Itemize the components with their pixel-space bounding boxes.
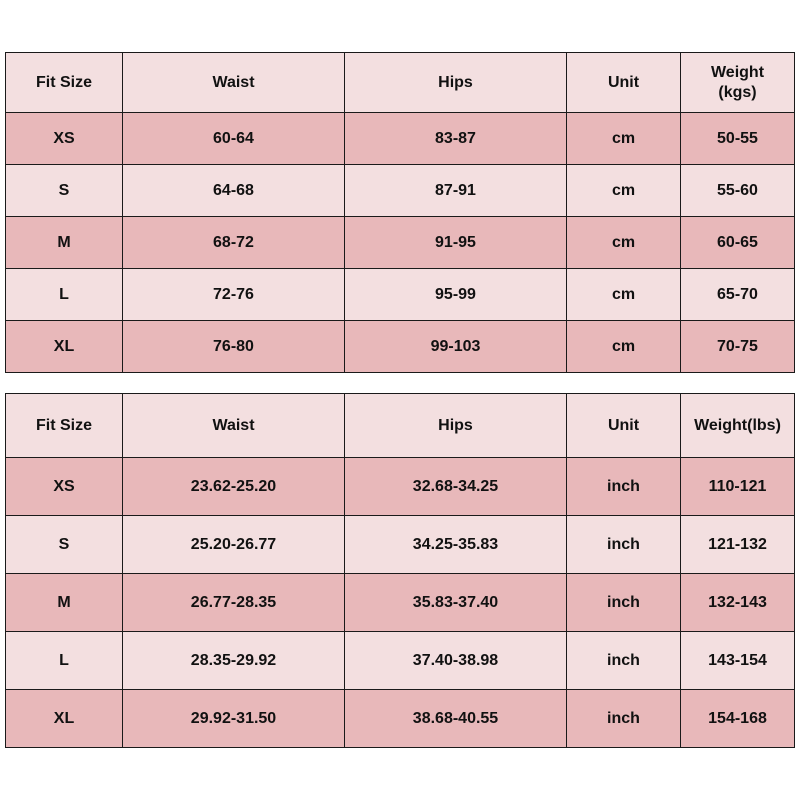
cell-unit: inch: [567, 690, 681, 748]
cell-waist: 25.20-26.77: [123, 516, 345, 574]
cell-hips: 34.25-35.83: [345, 516, 567, 574]
cell-waist: 29.92-31.50: [123, 690, 345, 748]
cell-waist: 68-72: [123, 217, 345, 269]
header-weight: [681, 53, 795, 113]
cell-weight: 65-70: [681, 269, 795, 321]
header-fit-size: Fit Size: [6, 53, 123, 113]
cell-weight: 60-65: [681, 217, 795, 269]
cell-hips: 95-99: [345, 269, 567, 321]
cell-size: M: [6, 217, 123, 269]
cell-size: S: [6, 165, 123, 217]
cell-weight: 121-132: [681, 516, 795, 574]
header-unit: Unit: [567, 53, 681, 113]
header-hips: Hips: [345, 394, 567, 458]
cell-unit: inch: [567, 574, 681, 632]
cell-size: M: [6, 574, 123, 632]
table-row: [6, 321, 795, 373]
cell-waist: 76-80: [123, 321, 345, 373]
header-waist: Waist: [123, 53, 345, 113]
cell-weight: 143-154: [681, 632, 795, 690]
header-weight-line1: Weight: [710, 63, 765, 81]
table-header-row: [6, 53, 795, 113]
cell-unit: inch: [567, 458, 681, 516]
cell-unit: inch: [567, 632, 681, 690]
cell-waist: 26.77-28.35: [123, 574, 345, 632]
header-fit-size: Fit Size: [6, 394, 123, 458]
cell-unit: cm: [567, 269, 681, 321]
cell-weight: 154-168: [681, 690, 795, 748]
cell-waist: 28.35-29.92: [123, 632, 345, 690]
table-row: [6, 574, 795, 632]
header-hips: Hips: [345, 53, 567, 113]
cell-unit: cm: [567, 113, 681, 165]
cell-size: L: [6, 632, 123, 690]
cell-waist: 72-76: [123, 269, 345, 321]
table-header-row: [6, 394, 795, 458]
cell-waist: 23.62-25.20: [123, 458, 345, 516]
cell-hips: 87-91: [345, 165, 567, 217]
table-row: [6, 217, 795, 269]
cell-hips: 35.83-37.40: [345, 574, 567, 632]
table-row: [6, 458, 795, 516]
size-chart-cm-table: [5, 52, 795, 373]
table-row: [6, 165, 795, 217]
header-waist: Waist: [123, 394, 345, 458]
table-row: [6, 516, 795, 574]
cell-unit: inch: [567, 516, 681, 574]
cell-weight: 70-75: [681, 321, 795, 373]
cell-size: XS: [6, 113, 123, 165]
table-row: [6, 690, 795, 748]
cell-size: S: [6, 516, 123, 574]
cell-hips: 38.68-40.55: [345, 690, 567, 748]
cell-size: L: [6, 269, 123, 321]
header-unit: Unit: [567, 394, 681, 458]
cell-size: XL: [6, 321, 123, 373]
cell-weight: 55-60: [681, 165, 795, 217]
cell-hips: 91-95: [345, 217, 567, 269]
cell-unit: cm: [567, 217, 681, 269]
cell-unit: cm: [567, 165, 681, 217]
cell-hips: 32.68-34.25: [345, 458, 567, 516]
cell-weight: 50-55: [681, 113, 795, 165]
cell-hips: 37.40-38.98: [345, 632, 567, 690]
cell-size: XS: [6, 458, 123, 516]
table-row: [6, 113, 795, 165]
table-row: [6, 269, 795, 321]
size-chart-inch-table: [5, 393, 795, 748]
cell-waist: 60-64: [123, 113, 345, 165]
cell-waist: 64-68: [123, 165, 345, 217]
header-weight: Weight(lbs): [681, 394, 795, 458]
cell-size: XL: [6, 690, 123, 748]
cell-hips: 83-87: [345, 113, 567, 165]
cell-hips: 99-103: [345, 321, 567, 373]
cell-unit: cm: [567, 321, 681, 373]
cell-weight: 132-143: [681, 574, 795, 632]
table-row: [6, 632, 795, 690]
cell-weight: 110-121: [681, 458, 795, 516]
header-weight-line2: (kgs): [718, 83, 757, 101]
